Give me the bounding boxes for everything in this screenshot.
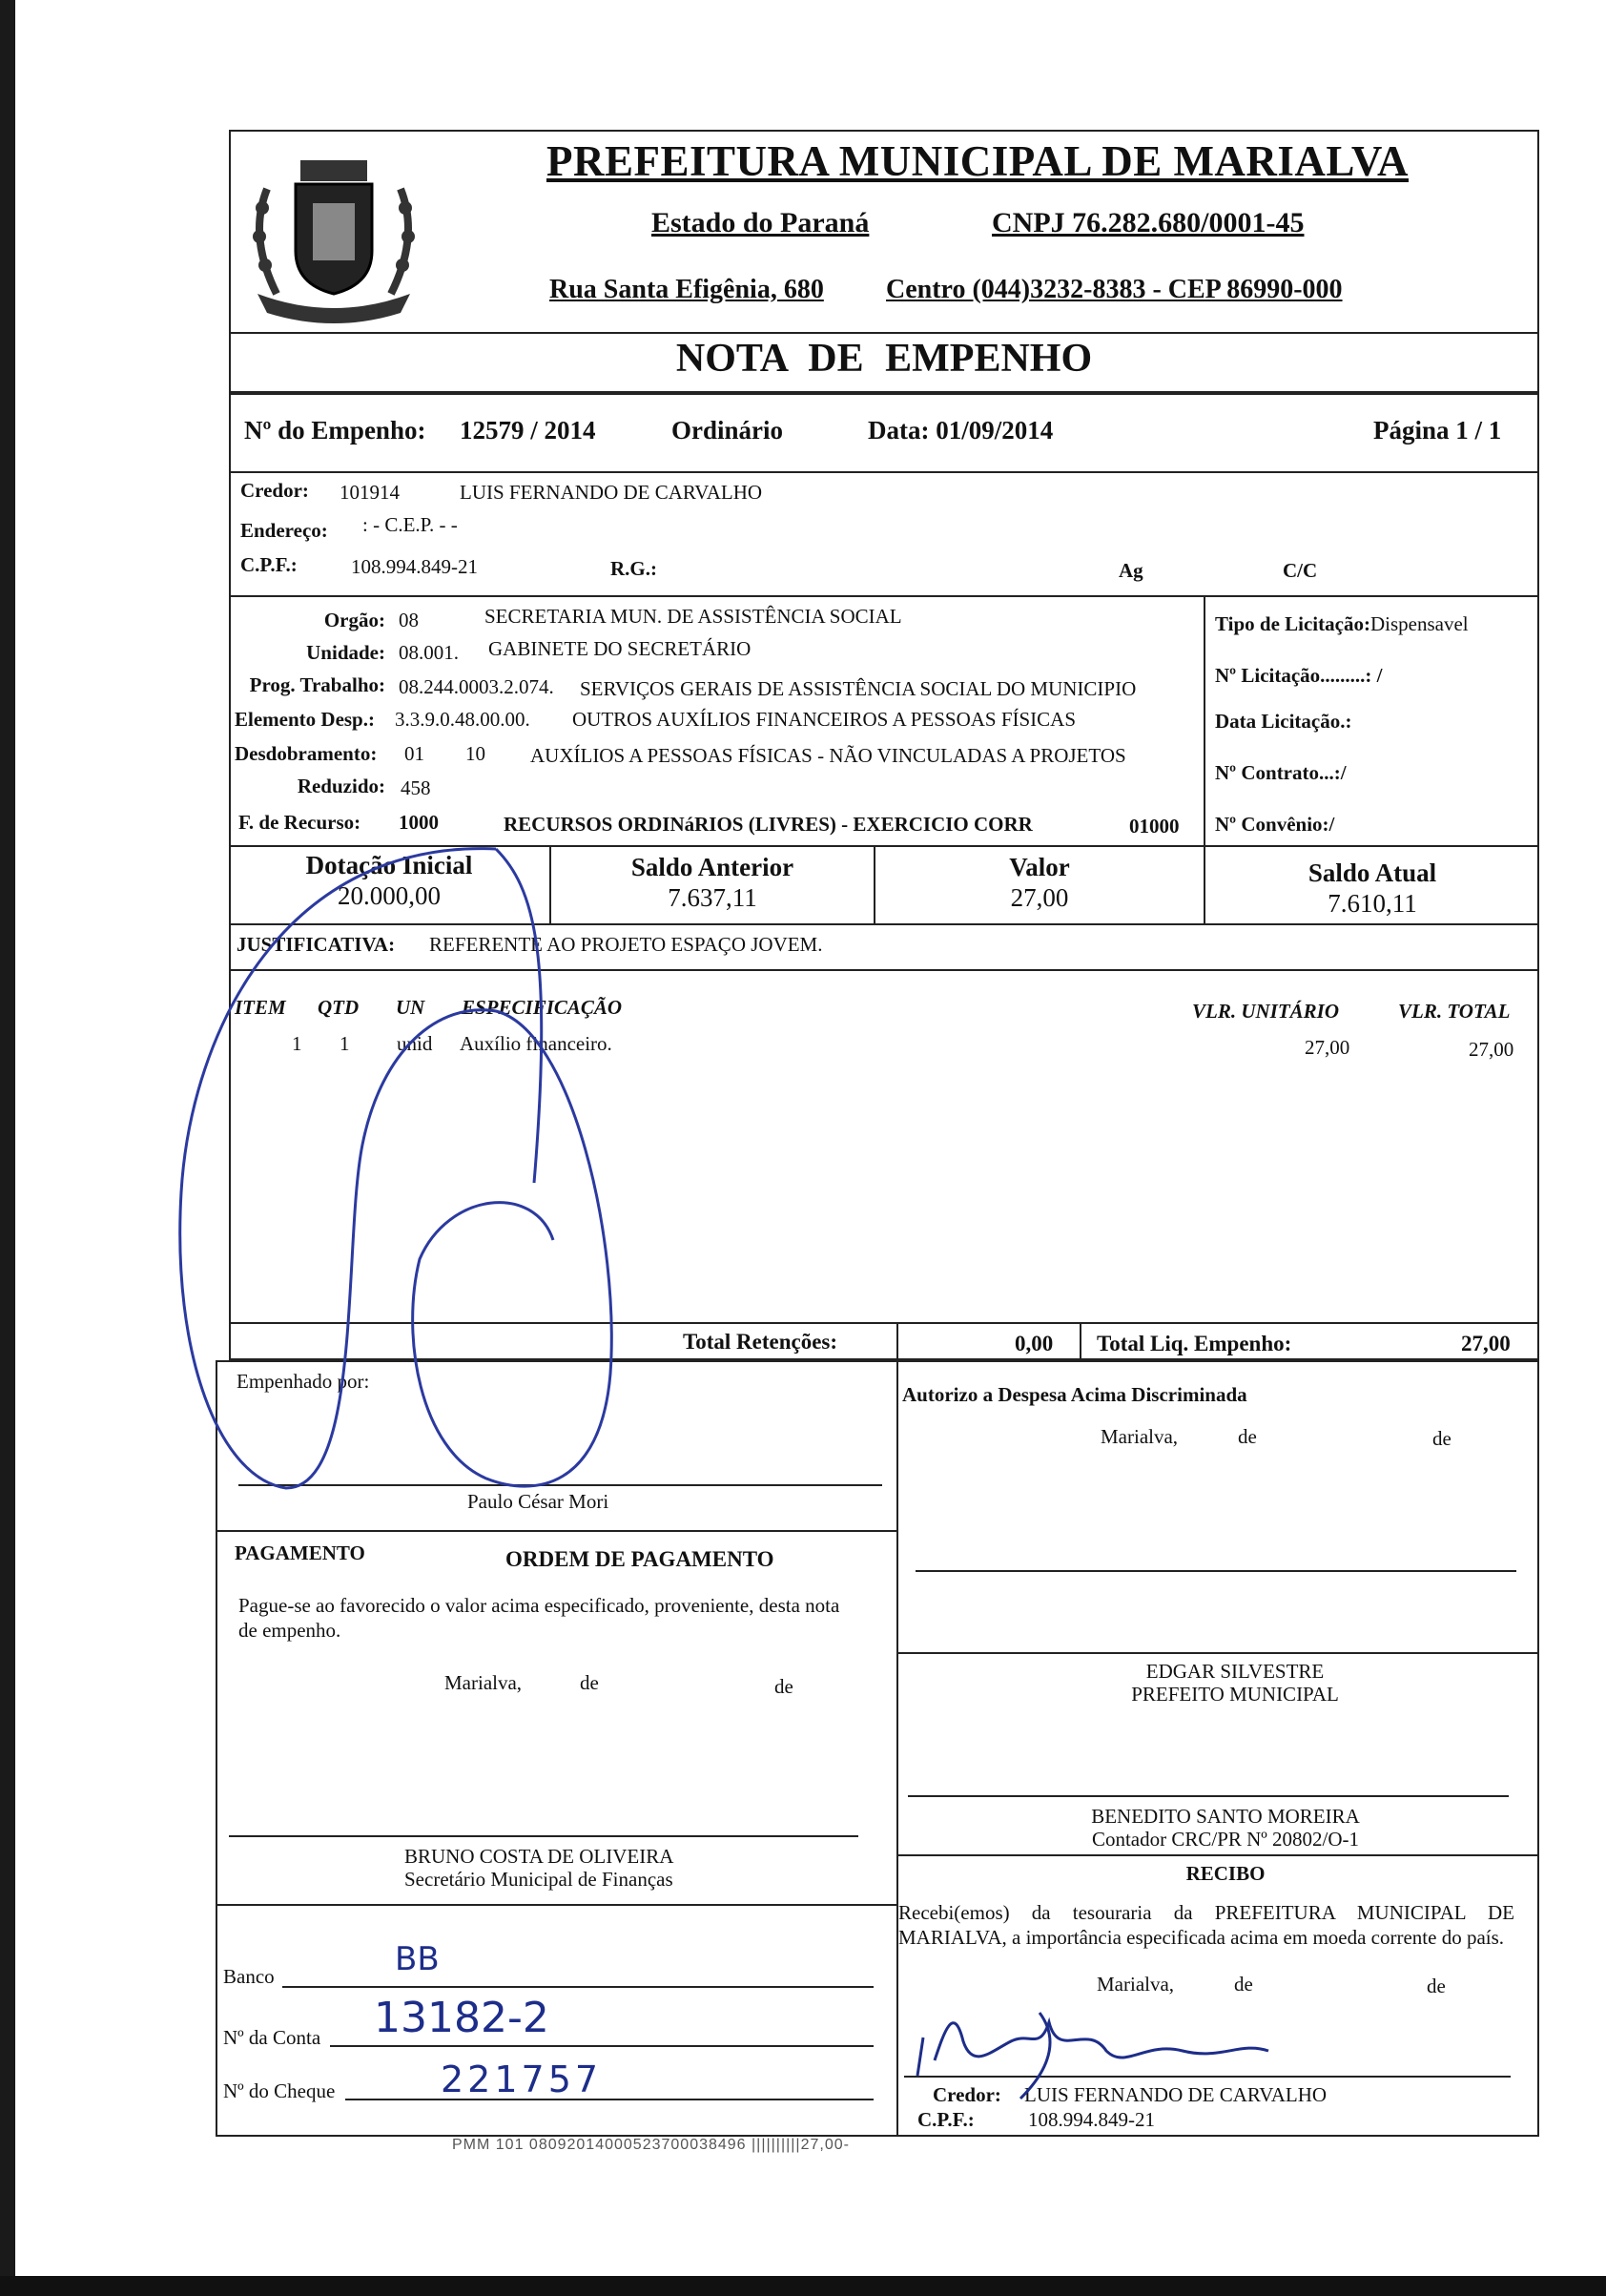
- contato-prefeitura: Centro (044)3232-8383 - CEP 86990-000: [886, 275, 1343, 304]
- secretario-cargo: Secretário Municipal de Finanças: [404, 1868, 673, 1891]
- contrato-label: Nº Contrato...:/: [1215, 761, 1347, 784]
- recibo-label: RECIBO: [1185, 1862, 1266, 1885]
- credor-nome: LUIS FERNANDO DE CARVALHO: [460, 481, 763, 504]
- saldo-anterior: 7.637,11: [668, 883, 757, 912]
- header-item-text: ITEM: [235, 996, 286, 1019]
- total-liq-label: Total Liq. Empenho:: [1097, 1332, 1292, 1355]
- header-vlr-unitario-text: VLR. UNITÁRIO: [1192, 1000, 1340, 1023]
- cc-label: C/C: [1283, 559, 1318, 582]
- recibo-credor: LUIS FERNANDO DE CARVALHO: [1024, 2083, 1328, 2106]
- unidade-cod: 08.001.: [399, 641, 459, 664]
- row-vlr-total: 27,00: [1469, 1038, 1514, 1061]
- orgao-label: Orgão:: [323, 609, 385, 631]
- cheque-handwritten: 221757: [441, 2058, 603, 2100]
- secretario-nome: BRUNO COSTA DE OLIVEIRA: [404, 1845, 674, 1868]
- justificativa-texto: REFERENTE AO PROJETO ESPAÇO JOVEM.: [429, 933, 823, 956]
- tipo-licitacao-label-text: Tipo de Licitação:: [1215, 612, 1370, 635]
- row-item: 1: [292, 1032, 302, 1055]
- autorizo-de2: de: [1432, 1427, 1452, 1450]
- banco-label: Banco: [223, 1965, 275, 1988]
- rodape-codigo: PMM 101 08092014000523700038496 ||||||||||27,00-: [452, 2137, 850, 2153]
- fonte-cod: 1000: [399, 811, 439, 834]
- data-licitacao-label: Data Licitação.:: [1215, 710, 1352, 733]
- row-especificacao: Auxílio financeiro.: [460, 1032, 612, 1055]
- credor-codigo: 101914: [340, 481, 400, 504]
- prog: SERVIÇOS GERAIS DE ASSISTÊNCIA SOCIAL DO MUNICIPIO: [580, 677, 1137, 700]
- fonte-cod2: 01000: [1129, 815, 1180, 838]
- desdobramento-cod1: 01: [404, 742, 424, 765]
- estado: Estado do Paraná: [651, 207, 870, 238]
- total-retencoes-label: Total Retenções:: [683, 1330, 838, 1354]
- valor-label: Valor: [1009, 853, 1070, 881]
- ordem-pagamento-label: ORDEM DE PAGAMENTO: [505, 1547, 774, 1571]
- elemento-label: Elemento Desp.:: [235, 708, 375, 731]
- recibo-cpf-label: C.P.F.:: [917, 2108, 975, 2131]
- saldo-atual: 7.610,11: [1328, 889, 1417, 918]
- orgao-cod: 08: [399, 609, 419, 631]
- pagamento-local: Marialva,: [444, 1671, 523, 1694]
- cpf-label: C.P.F.:: [240, 553, 298, 576]
- header-especificacao-text: ESPECIFICAÇÃO: [462, 996, 623, 1019]
- fonte: RECURSOS ORDINáRIOS (LIVRES) - EXERCICIO CORR: [504, 813, 1033, 836]
- saldo-anterior-label: Saldo Anterior: [630, 853, 794, 881]
- conta-label: Nº da Conta: [223, 2026, 321, 2049]
- endereco-prefeitura: Rua Santa Efigênia, 680: [549, 275, 824, 304]
- recibo-credor-label: Credor:: [933, 2083, 1001, 2106]
- orgao: SECRETARIA MUN. DE ASSISTÊNCIA SOCIAL: [484, 605, 902, 628]
- header-vlr-total-text: VLR. TOTAL: [1398, 1000, 1511, 1023]
- justificativa-label: JUSTIFICATIVA:: [237, 933, 396, 956]
- recibo-local: Marialva,: [1097, 1973, 1175, 1996]
- prefeito-cargo: PREFEITO MUNICIPAL: [1131, 1683, 1339, 1706]
- saldo-atual-label: Saldo Atual: [1307, 858, 1437, 887]
- cheque-label: Nº do Cheque: [223, 2079, 336, 2102]
- num-licitacao-label: Nº Licitação.........: /: [1215, 664, 1383, 687]
- reduzido: 458: [401, 776, 431, 799]
- empenho-pagina: Página 1 / 1: [1373, 416, 1502, 445]
- pagamento-de2: de: [774, 1675, 793, 1698]
- total-retencoes: 0,00: [1015, 1332, 1054, 1355]
- tipo-licitacao: Dispensavel: [1369, 612, 1469, 635]
- header-un-text: UN: [396, 996, 425, 1019]
- autorizo-local: Marialva,: [1101, 1425, 1179, 1448]
- desdobramento-cod2: 10: [465, 742, 485, 765]
- prog-label: Prog. Trabalho:: [249, 673, 385, 696]
- valor: 27,00: [1010, 883, 1069, 912]
- recibo-cpf: 108.994.849-21: [1028, 2108, 1155, 2131]
- empenho-numero: 12579 / 2014: [460, 416, 596, 445]
- desdobramento: AUXÍLIOS A PESSOAS FÍSICAS - NÃO VINCULADAS A PROJETOS: [530, 744, 1126, 767]
- pagamento-label: PAGAMENTO: [235, 1541, 365, 1564]
- reduzido-label: Reduzido:: [297, 775, 385, 797]
- cnpj: CNPJ 76.282.680/0001-45: [992, 207, 1305, 238]
- autorizo-de1: de: [1238, 1425, 1257, 1448]
- autorizo-label: Autorizo a Despesa Acima Discriminada: [902, 1383, 1247, 1406]
- row-vlr-unitario: 27,00: [1305, 1036, 1350, 1059]
- empenho-data: Data: 01/09/2014: [868, 416, 1054, 445]
- unidade: GABINETE DO SECRETÁRIO: [488, 637, 752, 660]
- ag-label: Ag: [1119, 559, 1143, 582]
- prefeito-nome: EDGAR SILVESTRE: [1145, 1660, 1325, 1683]
- credor-cpf: 108.994.849-21: [351, 555, 478, 578]
- pagamento-de1: de: [580, 1671, 599, 1694]
- rg-label: R.G.:: [610, 557, 657, 580]
- nota-de-empenho-title: NOTA DE EMPENHO: [675, 337, 1093, 381]
- fonte-label: F. de Recurso:: [238, 811, 361, 834]
- banco-handwritten: BB: [395, 1940, 440, 1978]
- credor-endereco: : - C.E.P. - -: [362, 513, 458, 536]
- prog-cod: 08.244.0003.2.074.: [399, 675, 554, 698]
- pagamento-texto: Pague-se ao favorecido o valor acima especificado, proveniente, desta nota de empenho.: [238, 1594, 840, 1642]
- recibo-de1: de: [1234, 1973, 1253, 1996]
- elemento: OUTROS AUXÍLIOS FINANCEIROS A PESSOAS FÍSICAS: [572, 708, 1077, 731]
- total-liq: 27,00: [1461, 1332, 1511, 1355]
- header-qtd-text: QTD: [318, 996, 360, 1019]
- credor-label: Credor:: [240, 479, 309, 502]
- recibo-texto: Recebi(emos) da tesouraria da PREFEITURA MUNICIPAL DE MARIALVA, a importância especificada acima em moeda corrente do país.: [898, 1901, 1514, 1949]
- empenhado-nome: Paulo César Mori: [467, 1490, 609, 1513]
- contador-cargo: Contador CRC/PR Nº 20802/O-1: [1091, 1828, 1360, 1851]
- row-qtd: 1: [340, 1032, 350, 1055]
- convenio-label: Nº Convênio:/: [1215, 813, 1335, 836]
- desdobramento-label: Desdobramento:: [235, 742, 378, 765]
- elemento-cod: 3.3.9.0.48.00.00.: [395, 708, 530, 731]
- conta-handwritten: 13182-2: [374, 1994, 549, 2042]
- empenho-tipo: Ordinário: [671, 416, 784, 445]
- dotacao-inicial-label: Dotação Inicial: [305, 851, 473, 879]
- dotacao-inicial: 20.000,00: [338, 881, 441, 910]
- row-un: unid: [397, 1032, 433, 1055]
- endereco-label: Endereço:: [240, 519, 328, 542]
- contador-nome: BENEDITO SANTO MOREIRA: [1091, 1805, 1360, 1828]
- recibo-de2: de: [1427, 1975, 1446, 1997]
- empenhado-label: Empenhado por:: [237, 1370, 370, 1393]
- empenho-label: Nº do Empenho:: [244, 416, 426, 445]
- prefeitura-title: PREFEITURA MUNICIPAL DE MARIALVA: [546, 137, 1410, 185]
- unidade-label: Unidade:: [306, 641, 385, 664]
